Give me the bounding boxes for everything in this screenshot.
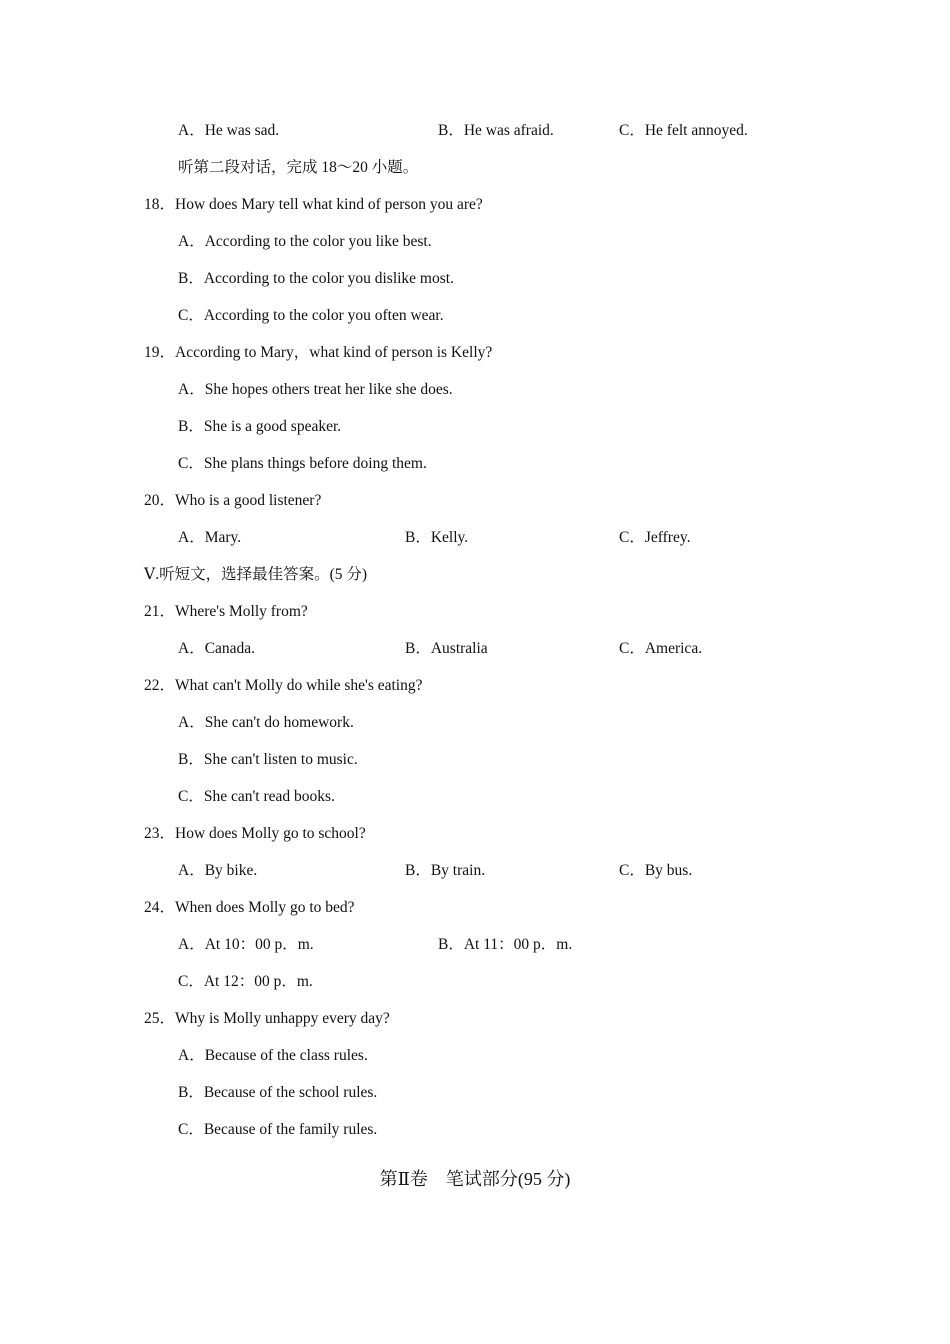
option-c: C．Jeffrey. [619,529,691,546]
option-a: A．Canada. [178,640,256,657]
option-c: C．At 12：00 p．m. [178,973,313,990]
option-b: B．She is a good speaker. [178,418,342,435]
option-a: A．He was sad. [178,122,280,139]
option-b: B．Because of the school rules. [178,1084,378,1101]
question: 24．When does Molly go to bed? [144,899,355,916]
section-title: 第Ⅱ卷 笔试部分(95 分) [379,1169,571,1189]
question: 20．Who is a good listener? [144,492,322,509]
option-a: A．Because of the class rules. [178,1047,368,1064]
question: 25．Why is Molly unhappy every day? [144,1010,390,1027]
option-a: A．By bike. [178,862,258,879]
option-c: C．Because of the family rules. [178,1121,378,1138]
question: 23．How does Molly go to school? [144,825,366,842]
option-c: C．By bus. [619,862,693,879]
option-b: B．According to the color you dislike most. [178,270,454,287]
section-heading: Ⅴ.听短文，选择最佳答案。(5 分) [144,566,368,583]
question: 19．According to Mary，what kind of person is Kelly? [144,344,493,361]
option-c: C．America. [619,640,703,657]
option-b: B．Kelly. [405,529,469,546]
option-c: C．He felt annoyed. [619,122,748,139]
option-a: A．Mary. [178,529,242,546]
option-c: C．According to the color you often wear. [178,307,444,324]
option-a: A．According to the color you like best. [178,233,432,250]
question: 21．Where's Molly from? [144,603,308,620]
option-b: B．She can't listen to music. [178,751,358,768]
option-b: B．By train. [405,862,486,879]
option-b: B．He was afraid. [438,122,554,139]
option-b: B．At 11：00 p．m. [438,936,573,953]
option-c: C．She plans things before doing them. [178,455,427,472]
question: 22．What can't Molly do while she's eating? [144,677,423,694]
option-a: A．She hopes others treat her like she does. [178,381,453,398]
option-a: A．She can't do homework. [178,714,354,731]
option-c: C．She can't read books. [178,788,335,805]
option-a: A．At 10：00 p．m. [178,936,314,953]
question: 18．How does Mary tell what kind of person you are? [144,196,483,213]
option-b: B．Australia [405,640,488,657]
instruction: 听第二段对话，完成 18～20 小题。 [178,159,419,176]
